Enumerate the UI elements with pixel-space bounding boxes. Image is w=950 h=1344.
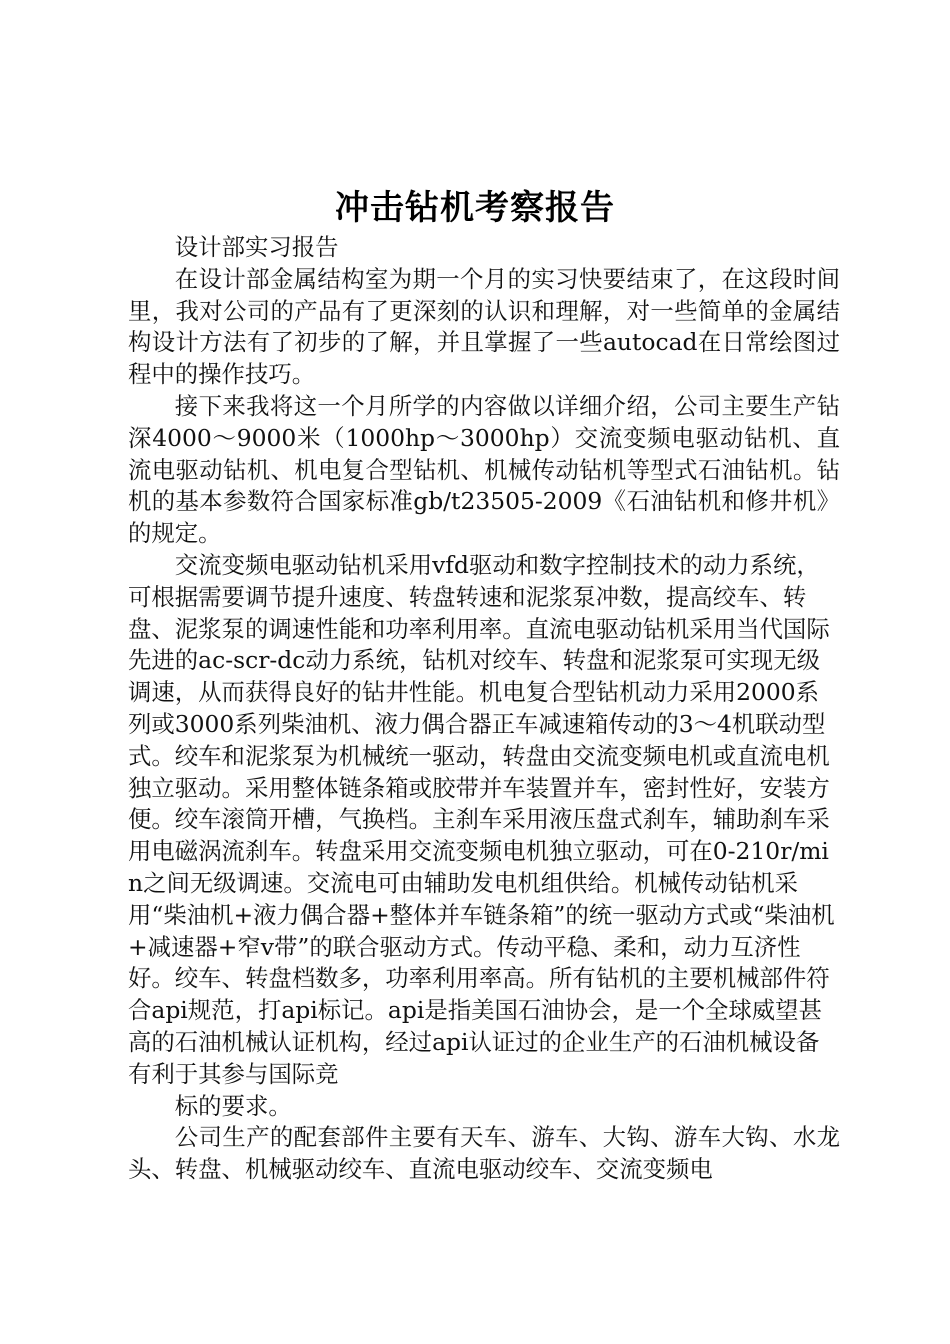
- paragraph-products: 接下来我将这一个月所学的内容做以详细介绍，公司主要生产钻深4000～9000米（1000hp～3000hp）交流变频电驱动钻机、直流电驱动钻机、机电复合型钻机、机械传动钻机等型式石油钻机。钻机的基本参数符合国家标准gb/t23505-2009《石油钻机和修井机》的规定。: [128, 391, 840, 548]
- paragraph-fragment: 标的要求。: [174, 1091, 292, 1120]
- paragraph-drive-systems: 交流变频电驱动钻机采用vfd驱动和数字控制技术的动力系统，可根据需要调节提升速度、转盘转速和泥浆泵冲数，提高绞车、转盘、泥浆泵的调速性能和功率利用率。直流电驱动钻机采用当代国际先进的ac-scr-dc动力系统，钻机对绞车、转盘和泥浆泵可实现无级调速，从而获得良好的钻井性能。机电复合型钻机动力采用2000系列或3000系列柴油机、液力偶合器正车减速箱传动的3～4机联动型式。绞车和泥浆泵为机械统一驱动，转盘由交流变频电机或直流电机独立驱动。采用整体链条箱或胶带并车装置并车，密封性好，安装方便。绞车滚筒开槽，气换档。主刹车采用液压盘式刹车，辅助刹车采用电磁涡流刹车。转盘采用交流变频电机独立驱动，可在0-210r/min之间无级调速。交流电可由辅助发电机组供给。机械传动钻机采用“柴油机+液力偶合器+整体并车链条箱”的统一驱动方式或“柴油机+减速器+窄v带”的联合驱动方式。传动平稳、柔和，动力互济性好。绞车、转盘档数多，功率利用率高。所有钻机的主要机械部件符合api规范，打api标记。api是指美国石油协会，是一个全球威望甚高的石油机械认证机构，经过api认证过的企业生产的石油机械设备有利于其参与国际竞: [128, 550, 835, 1088]
- paragraph-subtitle: 设计部实习报告: [174, 233, 339, 261]
- paragraph-components: 公司生产的配套部件主要有天车、游车、大钩、游车大钩、水龙头、转盘、机械驱动绞车、直流电驱动绞车、交流变频电: [128, 1123, 840, 1184]
- paragraph-intro: 在设计部金属结构室为期一个月的实习快要结束了，在这段时间里，我对公司的产品有了更深刻的认识和理解，对一些简单的金属结构设计方法有了初步的了解，并且掌握了一些autocad在日常绘图过程中的操作技巧。: [128, 264, 840, 389]
- document-title: 冲击钻机考察报告: [335, 188, 615, 228]
- document-body: [128, 232, 840, 1186]
